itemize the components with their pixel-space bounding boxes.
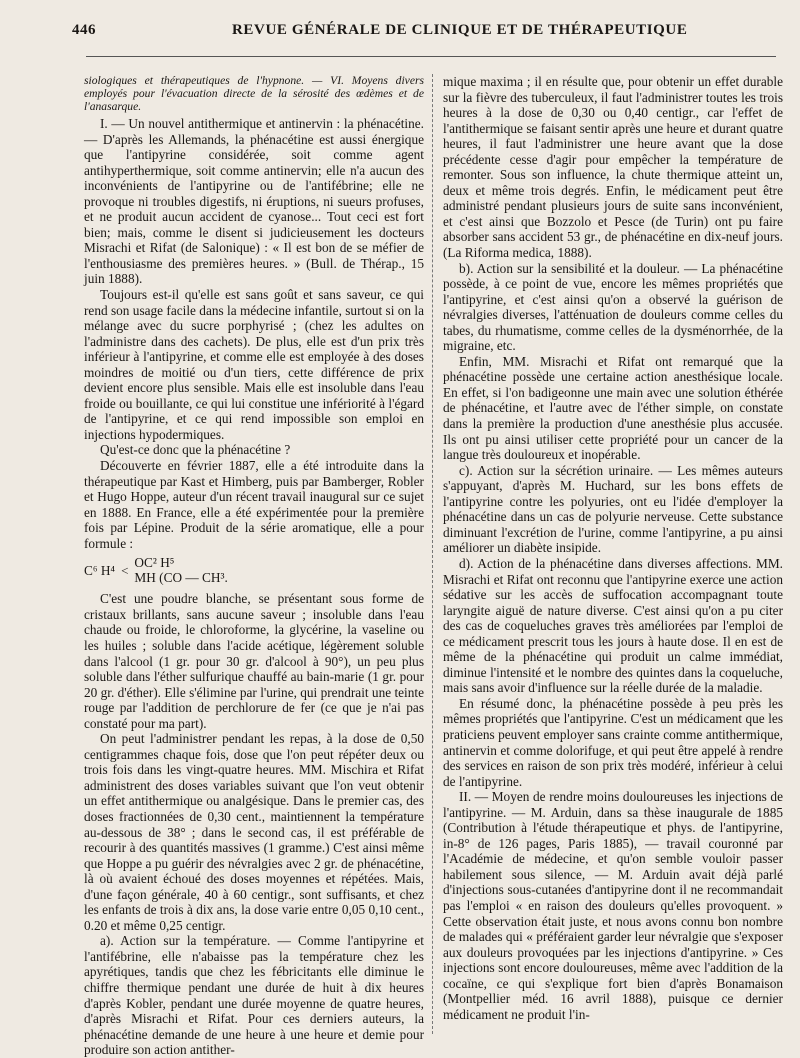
paragraph: mique maxima ; il en résulte que, pour obtenir un effet durable sur la fièvre des tuberculeux, il faut l'administrer toutes les trois heures à la dose de 0,30 ou 0,40 centigr., car l'effet de l'antithermique se faisant sentir après une heure et durant quatre heures, il faut l'administrer une heure avant que la dose précédente cesse d'agir pour empêcher la température de remonter. Sous son influence, la chute thermique atteint un, deux et même trois degrés. Enfin, le médicament peut être administré pendant plusieurs jours de suite sans inconvénient, et c'est ainsi que Bozzolo et Pesce (de Turin) ont pu faire absorber sans accident 53 gr., de phénacétine en dix-neuf jours. (La Riforma medica, 1888). (443, 74, 783, 261)
page-number: 446 (72, 22, 96, 38)
paragraph: c). Action sur la sécrétion urinaire. — Les mêmes auteurs s'appuyant, d'après M. Huchard, sur les bons effets de l'antipyrine contre les polyuries, ont eu l'idée d'employer la phénacétine dans un cas de polyurie nerveuse. Cette substance diminuant l'excrétion de l'urine, comme l'antipyrine, a pu ainsi améliorer un diabète insipide. (443, 462, 783, 556)
paragraph: a). Action sur la température. — Comme l'antipyrine et l'antifébrine, elle n'abaisse pas la température chez les apyrétiques, tandis que chez les fébricitants elle diminue le chiffre thermique pendant une durée de huit à dix heures d'après Kobler, pendant une durée moyenne de quatre heures, d'après Misrachi et Rifat. Pour ces derniers auteurs, la phénacétine demande de une heure à une heure et demie pour produire son action antither- (84, 933, 424, 1058)
paragraph: Découverte en février 1887, elle a été introduite dans la thérapeutique par Kast et Himberg, puis par Bamberger, Robler et Hugo Hoppe, auteur d'un récent travail inaugural sur ce sujet en 1888. En France, elle a été expérimentée pour la première fois par Lépine. Produit de la série aromatique, elle a pour formule : (84, 458, 424, 551)
paragraph: Enfin, MM. Misrachi et Rifat ont remarqué que la phénacétine possède une certaine action anesthésique locale. En effet, si l'on badigeonne une main avec une solution éthérée de phénacétine, et l'autre avec de l'éther simple, on constate dans la première la production d'une anesthésie plus accusée. Ils ont pu ainsi utiliser cette propriété pour un cancer de la langue très douloureux et inopérable. (443, 353, 783, 463)
paragraph: b). Action sur la sensibilité et la douleur. — La phénacétine possède, à ce point de vue, encore les mêmes propriétés que l'antipyrine, et c'est ainsi qu'on a observé la guérison de névralgies diverses, l'atténuation de douleurs comme celles du tabes, du rhumatisme, comme celles de la dysménorrhée, de la migraine, etc. (443, 260, 783, 354)
right-column (443, 74, 783, 1034)
paragraph: II. — Moyen de rendre moins douloureuses les injections de l'antipyrine. — M. Arduin, dans sa thèse inaugurale de 1885 (Contribution à l'étude thérapeutique et phys. de l'antipyrine, in-8° de 126 pages, Paris 1885), — travail couronné par l'Académie de médecine, et qu'on semble vouloir passer habilement sous silence, — M. Arduin avait déjà parlé d'injections sous-cutanées d'antipyrine dont il ne recommandait pas l'emploi « en raison des douleurs qu'elles provoquent. » Cette observation était juste, et nous avons connu bon nombre de malades qui « préféraient garder leur névralgie que s'exposer aux douleurs provoquées par les injections d'antipyrine. » Ces injections sont encore douloureuses, même avec l'addition de la cocaïne, ce qui s'explique fort bien d'après Bonamaison (Montpellier méd. 16 avril 1888), puisque ce dernier médicament ne produit l'in- (443, 789, 783, 1022)
formula-groups (134, 555, 227, 585)
paragraph: En résumé donc, la phénacétine possède à peu près les mêmes propriétés que l'antipyrine. C'est un médicament que les praticiens peuvent employer sans crainte comme antithermique, antinervin et comme dolorifuge, et qui peut être appelé à rendre des services en raison de son prix très modéré, inférieur à celui de l'antipyrine. (443, 695, 783, 789)
header-rule (86, 56, 776, 57)
paragraph: d). Action de la phénacétine dans diverses affections. MM. Misrachi et Rifat ont reconnu que l'antipyrine exerce une action sédative sur les accès de suffocation accompagnant toute laryngite aiguë de nature diverse. C'est ainsi qu'on a pu citer des cas de coqueluches graves très améliorées par l'emploi de ce médicament prescrit tous les jours à haute dose. Il en est de même de la phénacétine qui produit un calme immédiat, diminue l'intensité et le nombre des quintes dans la coqueluche, mais sans avoir d'influence sur la réelle durée de la maladie. (443, 555, 783, 696)
chemical-formula (84, 555, 424, 585)
running-title: REVUE GÉNÉRALE DE CLINIQUE ET DE THÉRAPEUTIQUE (232, 22, 688, 38)
intro-summary: siologiques et thérapeutiques de l'hypnone. — VI. Moyens divers employés pour l'évacuation directe de la sérosité des œdèmes et de l'anasarque. (84, 74, 424, 113)
formula-symbol: < (121, 562, 129, 578)
paragraph: Qu'est-ce donc que la phénacétine ? (100, 442, 291, 458)
left-column (84, 74, 424, 1058)
paragraph: Toujours est-il qu'elle est sans goût et sans saveur, ce qui rend son usage facile dans la médecine infantile, surtout si on la mélange avec du sucre porphyrisé ; (chez les adultes on l'administre dans des cachets). De plus, elle est d'un prix très inférieur à l'antipyrine, et comme elle est employée à des doses moindres de moitié ou d'un tiers, cette différence de prix devient encore plus sensible. Mais elle est insoluble dans l'eau froide ou bouillante, ce qui lui constitue une infériorité à l'égard de l'antipyrine, et ce qui rend impossible son emploi en injections hypodermiques. (84, 287, 424, 442)
formula-lhs: C⁶ H⁴ (84, 562, 116, 578)
formula-top: OC² H⁵ (134, 555, 175, 571)
column-divider (432, 74, 433, 1034)
paragraph: I. — Un nouvel antithermique et antinervin : la phénacétine. — D'après les Allemands, la phénacétine est aussi énergique que l'antipyrine considérée, soit comme agent antihyperthermique, soit comme antinervin; elle n'a aucun des inconvénients de l'antipyrine ou de l'antifébrine; elle ne provoque ni troubles digestifs, ni éruptions, ni sueurs profuses, et ne produit aucun accident de cyanose... Tout ceci est fort bien; mais, comme le disent si judicieusement les docteurs Misrachi et Rifat (de Salonique) : « Il est bon de se méfier de l'enthousiasme des premières heures. » (Bull. de Thérap., 15 juin 1888). (84, 116, 424, 287)
formula-bottom: MH (CO — CH³. (134, 570, 228, 586)
paragraph: C'est une poudre blanche, se présentant sous forme de cristaux brillants, sans aucune saveur ; insoluble dans l'eau chaude ou froide, le chloroforme, la glycérine, la vaseline ou les huiles ; soluble dans l'acide acétique, légèrement soluble dans l'alcool (1 gr. pour 30 gr. d'alcool à 90°), un peu plus soluble dans l'éther sulfurique chauffé au bain-marie (1 gr. pour 20 gr. d'éther). Elle s'élimine par l'urine, qui prendrait une teinte rouge par l'addition de perchlorure de fer (ce que je n'ai pas constaté pour ma part). (84, 591, 424, 731)
page-header (0, 18, 800, 44)
paragraph: On peut l'administrer pendant les repas, à la dose de 0,50 centigrammes chaque fois, dose que l'on peut répéter deux ou trois fois dans les vingt-quatre heures. MM. Mischira et Rifat administrent des doses variables suivant que l'on veut obtenir un effet antithermique ou analgésique. Dans le premier cas, des doses fractionnées de 0,30 cent., maintiennent la température au-dessous de 38° ; dans le second cas, il est préférable de recourir à des quantités massives (1 gramme.) C'est ainsi même que Hoppe a pu guérir des névralgies avec 2 gr. de phénacétine, là où avaient échoué des doses moyennes et répétées. Mais, d'une façon générale, 40 à 60 centigr., sont suffisants, et chez les enfants de trois à dix ans, la dose varie entre 0,05 0,10 cent., 0.20 et même 0,25 centigr. (84, 731, 424, 933)
